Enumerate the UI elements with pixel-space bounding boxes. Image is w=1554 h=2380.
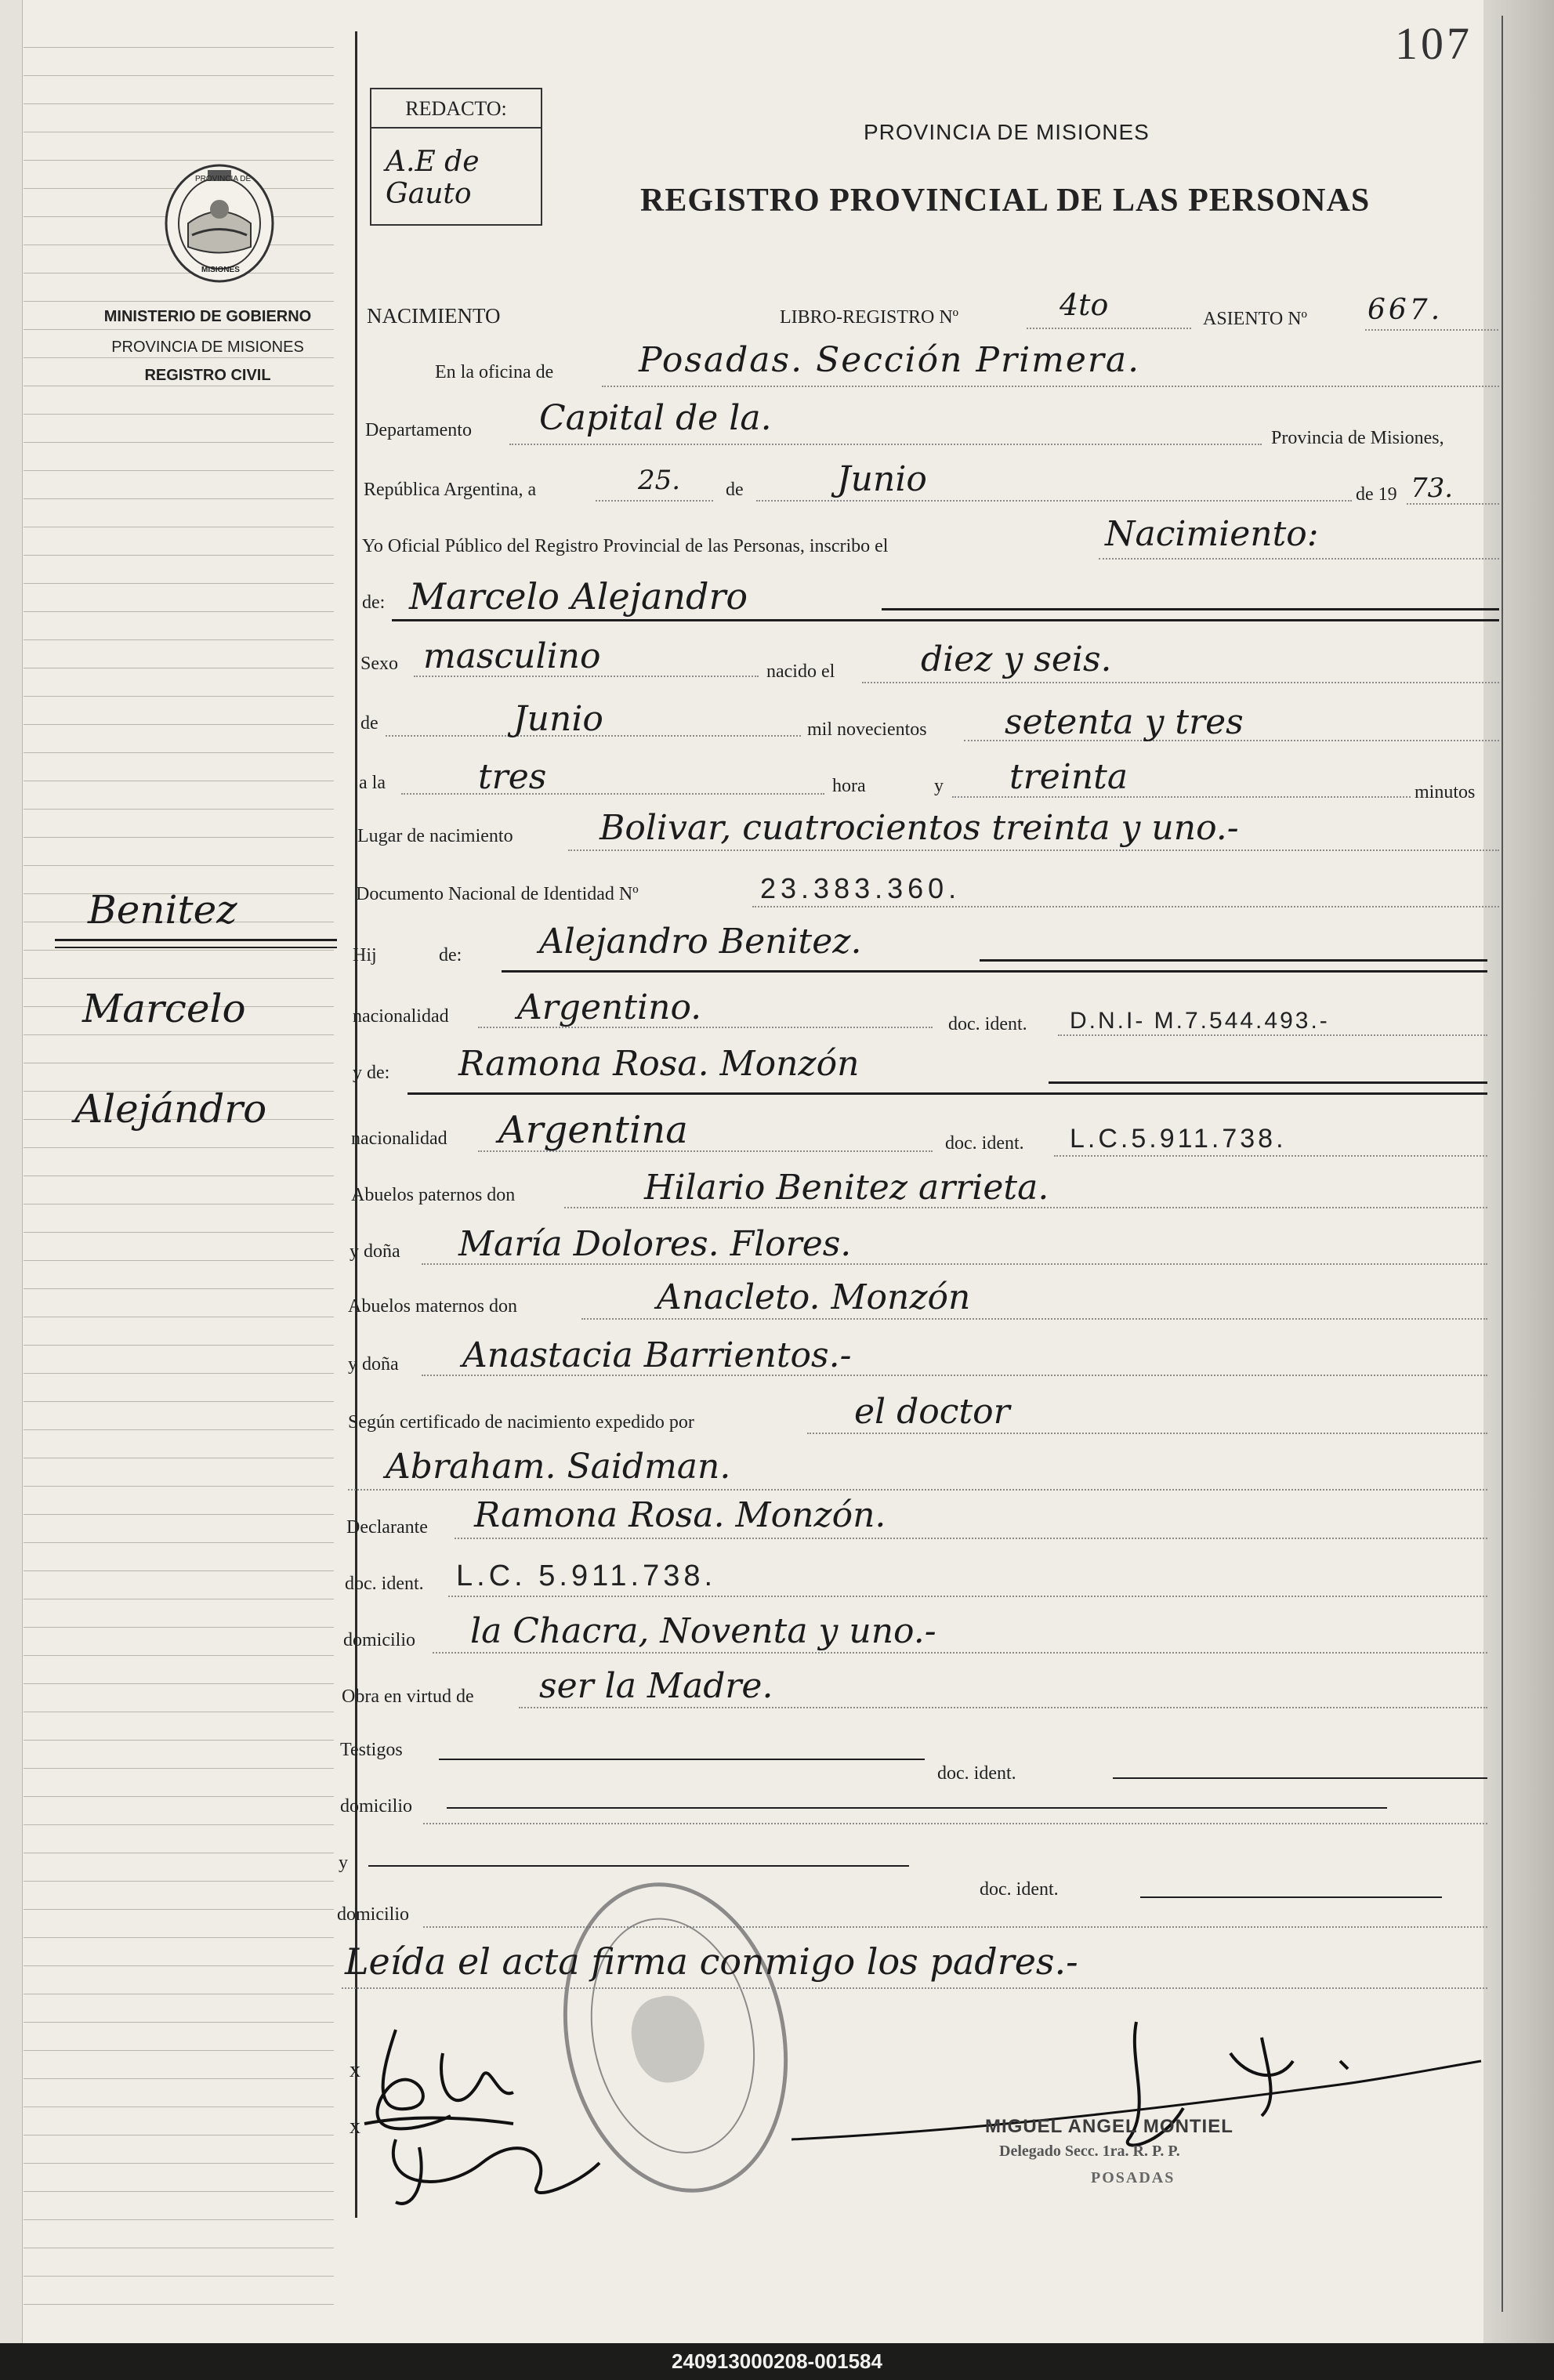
margin-rule-line: [24, 555, 334, 556]
province-suffix: Provincia de Misiones,: [1271, 428, 1444, 448]
margin-rule-line: [24, 1232, 334, 1233]
emblem-bottom-text: MISIONES: [201, 266, 240, 274]
address-label: domicilio: [343, 1630, 415, 1650]
margin-rule-line: [24, 357, 334, 358]
margin-rule-line: [24, 1768, 334, 1769]
signature-mark-2: x: [350, 2114, 360, 2139]
header-province: PROVINCIA DE MISIONES: [864, 120, 1150, 144]
right-border-line: [1501, 16, 1503, 2312]
margin-rule-line: [24, 752, 334, 753]
maternal-grandmother-label: y doña: [348, 1354, 399, 1375]
dni-label: Documento Nacional de Identidad Nº: [356, 884, 639, 904]
redacto-label: REDACTO:: [405, 97, 507, 120]
office-value: Posadas. Sección Primera.: [639, 340, 1141, 380]
witness2-address-label: domicilio: [337, 1904, 409, 1925]
province-emblem: [161, 161, 278, 286]
dept-value: Capital de la.: [539, 398, 772, 438]
mother-rule-2: [408, 1092, 1487, 1095]
dni-dots: [752, 906, 1499, 907]
father-doc-dots: [1058, 1034, 1487, 1036]
margin-rule-line: [24, 414, 334, 415]
paternal-grandmother-label: y doña: [350, 1241, 400, 1262]
margin-surname: Benitez: [88, 887, 237, 933]
document-id: 240913000208-001584: [672, 2349, 882, 2373]
born-month-value: Junio: [513, 699, 603, 739]
paternal-grandfather-value: Hilario Benitez arrieta.: [644, 1168, 1049, 1208]
mother-doc-label: doc. ident.: [945, 1133, 1024, 1154]
margin-rule-line: [24, 950, 334, 951]
margin-rule-line: [24, 1147, 334, 1148]
child-name-value: Marcelo Alejandro: [409, 575, 748, 618]
margin-given-name: Marcelo: [82, 986, 246, 1031]
child-of-label: Hij: [353, 945, 377, 965]
maternal-grandparents-label: Abuelos maternos don: [348, 1296, 517, 1317]
born-year-value: setenta y tres: [1005, 702, 1244, 742]
mother-label: y de:: [353, 1063, 390, 1083]
entry-value: 667.: [1367, 294, 1444, 326]
margin-rule-line: [24, 1260, 334, 1261]
footer-bar: [0, 2343, 1554, 2380]
margin-rule-line: [24, 1655, 334, 1656]
de-label: de: [726, 480, 744, 500]
page-edge: [1483, 0, 1554, 2343]
paternal-grandparents-label: Abuelos paternos don: [351, 1185, 516, 1205]
mother-value: Ramona Rosa. Monzón: [458, 1044, 860, 1084]
declarant-doc-label: doc. ident.: [345, 1574, 424, 1594]
margin-rule-line: [24, 442, 334, 443]
margin-rule-line: [24, 470, 334, 471]
book-label: LIBRO-REGISTRO Nº: [780, 307, 959, 328]
redacto-divider: [371, 127, 541, 129]
birthplace-value: Bolivar, cuatrocientos treinta y uno.-: [600, 808, 1239, 848]
entry-dots: [1365, 329, 1498, 331]
witness2-doc-label: doc. ident.: [980, 1879, 1059, 1900]
margin-rule-line: [24, 1965, 334, 1966]
month-dots: [756, 500, 1352, 502]
cert-dots: [807, 1433, 1487, 1434]
margin-rule-line: [24, 611, 334, 612]
redacto-box: [370, 88, 542, 226]
born-day-value: diez y seis.: [921, 639, 1112, 679]
mother-doc-dots: [1054, 1155, 1487, 1157]
margin-rule-line: [24, 1345, 334, 1346]
margin-rule-line: [24, 1937, 334, 1938]
sidebar-province: PROVINCIA DE MISIONES: [111, 339, 304, 356]
witness-address-label: domicilio: [340, 1796, 412, 1817]
witness-rule: [439, 1759, 925, 1760]
mat-grandfather-dots: [581, 1318, 1487, 1320]
born-label: nacido el: [766, 661, 835, 682]
witness-doc-label: doc. ident.: [937, 1763, 1016, 1784]
margin-surname-underline2: [55, 947, 337, 948]
parent-signatures: [349, 2006, 615, 2218]
emblem-top-text: PROVINCIA DE: [195, 175, 252, 183]
margin-rule-line: [24, 1909, 334, 1910]
margin-rule-line: [24, 1034, 334, 1035]
margin-rule-line: [24, 1514, 334, 1515]
doctor-dots: [348, 1489, 1487, 1491]
margin-rule-line: [24, 1824, 334, 1825]
margin-rule-line: [24, 2078, 334, 2079]
margin-rule-line: [24, 2106, 334, 2107]
margin-rule-line: [24, 1740, 334, 1741]
binding-strip: [0, 0, 23, 2343]
name-de-label: de:: [362, 592, 386, 613]
acts-label: Obra en virtud de: [342, 1686, 474, 1707]
redacto-value: A.E de Gauto: [386, 146, 480, 211]
year-value: 73.: [1411, 473, 1454, 504]
minutes-label: minutos: [1415, 782, 1476, 802]
closing-statement: Leída el acta firma conmigo los padres.-: [345, 1940, 1078, 1983]
margin-rule-line: [24, 2304, 334, 2305]
act-value: Nacimiento:: [1105, 514, 1319, 554]
born-day-dots: [862, 682, 1499, 683]
birthplace-label: Lugar de nacimiento: [357, 826, 513, 846]
minutes-value: treinta: [1009, 757, 1128, 797]
certificate-label: Según certificado de nacimiento expedido por: [348, 1412, 694, 1433]
maternal-grandfather-value: Anacleto. Monzón: [657, 1277, 971, 1317]
margin-rule-line: [24, 329, 334, 330]
hour-value: tres: [478, 757, 547, 797]
mother-nationality-value: Argentina: [498, 1108, 688, 1152]
month-value: Junio: [837, 459, 927, 499]
official-name-stamp: MIGUEL ANGEL MONTIEL: [985, 2116, 1233, 2137]
margin-middle-name: Alejándro: [74, 1086, 267, 1132]
margin-rule-line: [24, 1542, 334, 1543]
birthplace-dots: [568, 849, 1499, 851]
official-signature: [791, 2014, 1497, 2194]
republic-label: República Argentina, a: [364, 480, 537, 500]
margin-rule-line: [24, 978, 334, 979]
father-rule-2: [502, 970, 1487, 973]
witness2-rule: [368, 1865, 909, 1867]
hour-label: hora: [832, 776, 866, 796]
address-value: la Chacra, Noventa y uno.-: [470, 1611, 936, 1651]
margin-rule-line: [24, 696, 334, 697]
margin-rule-line: [24, 1881, 334, 1882]
declarant-doc-value: L.C. 5.911.738.: [456, 1559, 717, 1592]
paternal-grandmother-value: María Dolores. Flores.: [458, 1224, 852, 1264]
margin-rule-line: [24, 1627, 334, 1628]
margin-rule-line: [24, 865, 334, 866]
official-city-stamp: POSADAS: [1091, 2169, 1175, 2186]
margin-rule-line: [24, 1570, 334, 1571]
act-dots: [1099, 558, 1499, 560]
margin-rule-line: [24, 837, 334, 838]
margin-rule-line: [24, 809, 334, 810]
witness-address-rule: [447, 1807, 1387, 1809]
margin-surname-underline: [55, 939, 337, 941]
name-rule-2: [392, 619, 1499, 621]
witness2-label: y: [339, 1853, 348, 1873]
hour-dots: [401, 793, 824, 795]
entry-label: ASIENTO Nº: [1203, 309, 1307, 329]
margin-rule-line: [24, 1486, 334, 1487]
declarant-value: Ramona Rosa. Monzón.: [474, 1495, 886, 1535]
book-dots: [1027, 328, 1191, 329]
acts-dots: [519, 1707, 1487, 1708]
father-doc-value: D.N.I- M.7.544.493.-: [1070, 1008, 1330, 1034]
born-de-label: de: [360, 713, 379, 734]
sex-label: Sexo: [360, 654, 398, 674]
signature-mark-1: x: [350, 2058, 360, 2082]
margin-rule-line: [24, 1373, 334, 1374]
book-value: 4to: [1060, 288, 1109, 322]
father-rule-1: [980, 959, 1487, 962]
closing-dots: [342, 1987, 1487, 1989]
margin-rule-line: [24, 1796, 334, 1797]
office-label: En la oficina de: [435, 362, 554, 382]
and-label: y: [934, 776, 944, 796]
margin-rule-line: [24, 639, 334, 640]
certificate-value: el doctor: [854, 1392, 1010, 1432]
official-title-stamp: Delegado Secc. 1ra. R. P. P.: [999, 2143, 1180, 2160]
witness2-doc-rule: [1140, 1896, 1442, 1898]
witness-address-dots: [423, 1823, 1487, 1824]
witness2-address-dots: [423, 1926, 1487, 1928]
margin-rule-line: [24, 1288, 334, 1289]
declarant-doc-dots: [448, 1596, 1487, 1597]
margin-rule-line: [24, 1683, 334, 1684]
dept-label: Departamento: [365, 420, 472, 440]
year-dots: [1407, 503, 1499, 505]
mother-rule-1: [1049, 1081, 1487, 1084]
doctor-value: Abraham. Saidman.: [386, 1447, 731, 1487]
record-type: NACIMIENTO: [367, 304, 501, 328]
margin-rule-line: [24, 1429, 334, 1430]
dni-value: 23.383.360.: [760, 872, 962, 904]
margin-rule-line: [24, 103, 334, 104]
margin-divider-line: [355, 31, 357, 2218]
dept-dots: [509, 444, 1262, 445]
name-rule-1: [882, 608, 1499, 610]
official-label: Yo Oficial Público del Registro Provincial de las Personas, inscribo el: [362, 536, 889, 556]
year-label: de 19: [1356, 484, 1397, 505]
margin-rule-line: [24, 301, 334, 302]
sidebar-registry: REGISTRO CIVIL: [144, 367, 271, 384]
header-title: REGISTRO PROVINCIAL DE LAS PERSONAS: [640, 183, 1371, 219]
margin-rule-line: [24, 2050, 334, 2051]
declarant-label: Declarante: [346, 1517, 428, 1538]
address-dots: [433, 1652, 1487, 1654]
margin-rule-line: [24, 583, 334, 584]
margin-rule-line: [24, 2191, 334, 2192]
maternal-grandmother-value: Anastacia Barrientos.-: [462, 1335, 852, 1375]
margin-rule-line: [24, 2219, 334, 2220]
margin-rule-line: [24, 498, 334, 499]
sidebar-ministry: MINISTERIO DE GOBIERNO: [103, 308, 312, 325]
sex-value: masculino: [423, 636, 601, 676]
father-value: Alejandro Benitez.: [539, 922, 862, 962]
margin-rule-line: [24, 1401, 334, 1402]
acts-value: ser la Madre.: [539, 1666, 773, 1706]
mother-nationality-label: nacionalidad: [351, 1128, 447, 1149]
margin-rule-line: [24, 724, 334, 725]
day-dots: [596, 500, 713, 502]
father-nationality-label: nacionalidad: [353, 1006, 449, 1027]
father-nationality-value: Argentino.: [517, 987, 702, 1027]
thousand-label: mil novecientos: [807, 719, 927, 740]
child-of-de-label: de:: [439, 945, 462, 965]
father-doc-label: doc. ident.: [948, 1014, 1027, 1034]
declarant-dots: [455, 1538, 1487, 1539]
day-value: 25.: [638, 465, 681, 496]
office-dots: [602, 386, 1499, 387]
margin-rule-line: [24, 2276, 334, 2277]
mother-doc-value: L.C.5.911.738.: [1070, 1124, 1287, 1154]
page-number: 107: [1395, 18, 1472, 69]
at-label: a la: [359, 773, 386, 793]
margin-rule-line: [24, 47, 334, 48]
witness-label: Testigos: [340, 1740, 403, 1760]
witness-doc-rule: [1113, 1777, 1487, 1779]
margin-rule-line: [24, 75, 334, 76]
margin-rule-line: [24, 2163, 334, 2164]
margin-rule-line: [24, 2022, 334, 2023]
